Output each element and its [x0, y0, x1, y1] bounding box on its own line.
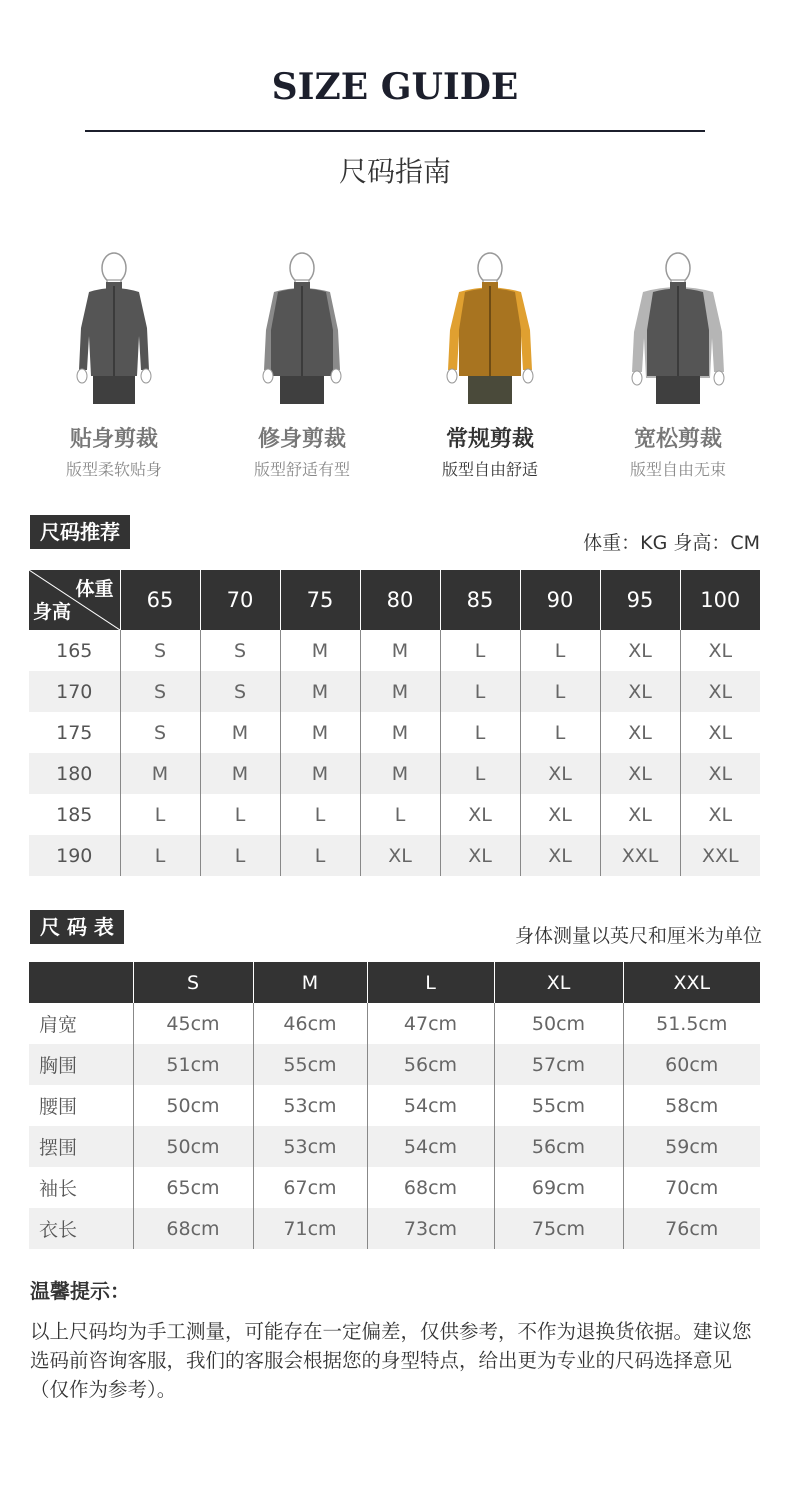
size-cell: XL — [680, 671, 760, 712]
size-header: XXL — [623, 962, 760, 1003]
measurement-label: 腰围 — [39, 1096, 78, 1118]
measurement-cell: 60cm — [623, 1044, 760, 1085]
measurement-cell: 53cm — [253, 1085, 367, 1126]
fit-description: 版型自由舒适 — [441, 460, 538, 479]
size-cell: XL — [520, 753, 600, 794]
table-row — [29, 753, 760, 794]
measurement-label: 袖长 — [39, 1178, 78, 1200]
size-measurement-table — [29, 962, 760, 1249]
size-cell: XL — [600, 630, 680, 671]
size-cell: XL — [600, 671, 680, 712]
measurement-label: 摆围 — [29, 1126, 133, 1167]
corner-height-label: 身高 — [33, 601, 72, 623]
weight-header: 100 — [680, 570, 760, 630]
weight-header: 80 — [360, 570, 440, 630]
corner-weight-label: 体重 — [75, 578, 114, 600]
measurement-cell: 73cm — [367, 1208, 494, 1249]
height-cell: 175 — [56, 721, 93, 744]
measurement-cell: 56cm — [494, 1126, 623, 1167]
size-cell: L — [520, 630, 600, 671]
size-cell: M — [200, 753, 280, 794]
measurement-cell: 45cm — [133, 1003, 253, 1044]
size-cell: XL — [360, 835, 440, 876]
fit-tailored — [208, 248, 396, 480]
size-cell: M — [360, 671, 440, 712]
table-row — [29, 1126, 760, 1167]
size-cell: S — [120, 712, 200, 753]
height-cell: 185 — [56, 803, 93, 826]
title-divider — [85, 130, 705, 132]
size-cell: L — [520, 712, 600, 753]
measurement-cell: 71cm — [253, 1208, 367, 1249]
size-cell: XL — [600, 794, 680, 835]
size-recommendation-table — [29, 570, 760, 876]
size-cell: M — [280, 712, 360, 753]
measurement-label: 胸围 — [29, 1044, 133, 1085]
size-cell: S — [120, 671, 200, 712]
section-badge-size-chart: 尺 码 表 — [30, 910, 124, 944]
weight-header: 70 — [200, 570, 280, 630]
fit-description: 版型舒适有型 — [253, 460, 350, 479]
measurement-cell: 70cm — [623, 1167, 760, 1208]
measurement-cell: 47cm — [367, 1003, 494, 1044]
size-cell: XL — [520, 794, 600, 835]
size-header: M — [253, 962, 367, 1003]
fit-loose — [584, 248, 772, 480]
measurement-cell: 58cm — [623, 1085, 760, 1126]
table-row — [29, 794, 760, 835]
table-row — [29, 712, 760, 753]
weight-header: 95 — [600, 570, 680, 630]
fit-slim — [20, 248, 208, 480]
weight-header: 90 — [520, 570, 600, 630]
table-row — [29, 671, 760, 712]
measurement-cell: 53cm — [253, 1126, 367, 1167]
fit-name: 常规剪裁 — [445, 427, 534, 452]
size-cell: L — [520, 671, 600, 712]
measurement-cell: 50cm — [494, 1003, 623, 1044]
measurement-cell: 54cm — [367, 1085, 494, 1126]
fit-types — [20, 248, 770, 488]
measurement-label: 衣长 — [29, 1208, 133, 1249]
weight-header: 75 — [280, 570, 360, 630]
size-cell: L — [200, 794, 280, 835]
size-cell: S — [200, 671, 280, 712]
height-cell: 170 — [29, 671, 120, 712]
tips-title: 温馨提示： — [30, 1279, 130, 1303]
page-title: SIZE GUIDE — [271, 66, 519, 108]
size-cell: L — [440, 671, 520, 712]
size-chart-unit-note: 身体测量以英尺和厘米为单位 — [514, 925, 762, 947]
size-cell: L — [440, 712, 520, 753]
loose-fit-jacket-figure — [623, 248, 733, 408]
size-header: L — [367, 962, 494, 1003]
tips-body: 以上尺码均为手工测量，可能存在一定偏差，仅供参考，不作为退换货依据。建议您选码前咨询客服，我们的客服会根据您的身型特点，给出更为专业的尺码选择意见（仅作为参考）。 — [30, 1320, 752, 1401]
size-cell: M — [360, 712, 440, 753]
measurement-cell: 59cm — [623, 1126, 760, 1167]
measurement-cell: 57cm — [494, 1044, 623, 1085]
fit-description: 版型柔软贴身 — [65, 460, 162, 479]
table-row — [29, 1044, 760, 1085]
size-cell: M — [280, 630, 360, 671]
slim-fit-jacket-figure — [59, 248, 169, 408]
size-cell: L — [280, 835, 360, 876]
size-cell: S — [200, 630, 280, 671]
size-cell: L — [440, 630, 520, 671]
measurement-cell: 65cm — [133, 1167, 253, 1208]
table-row — [29, 1085, 760, 1126]
measurement-cell: 50cm — [133, 1126, 253, 1167]
size-cell: L — [200, 835, 280, 876]
measurement-cell: 54cm — [367, 1126, 494, 1167]
measurement-cell: 76cm — [623, 1208, 760, 1249]
table-header-row — [29, 570, 760, 630]
size-cell: XL — [600, 712, 680, 753]
measurement-label: 肩宽 — [39, 1014, 78, 1036]
table-row — [29, 630, 760, 671]
fit-name: 宽松剪裁 — [633, 427, 722, 452]
size-header: S — [133, 962, 253, 1003]
table-row — [29, 1003, 760, 1044]
tailored-fit-jacket-figure — [247, 248, 357, 408]
measurement-cell: 67cm — [253, 1167, 367, 1208]
size-cell: XL — [680, 712, 760, 753]
table-corner-cell — [29, 570, 120, 630]
size-cell: L — [120, 835, 200, 876]
fit-description: 版型自由无束 — [629, 460, 726, 479]
fit-name: 修身剪裁 — [257, 427, 346, 452]
size-cell: M — [120, 753, 200, 794]
height-cell: 165 — [56, 639, 93, 662]
size-cell: XXL — [600, 835, 680, 876]
size-cell: XL — [680, 630, 760, 671]
size-cell: S — [120, 630, 200, 671]
size-cell: L — [360, 794, 440, 835]
table-row — [29, 1208, 760, 1249]
table-row — [29, 1167, 760, 1208]
recommend-unit-note: 体重：KG 身高：CM — [583, 532, 760, 554]
measurement-cell: 46cm — [253, 1003, 367, 1044]
height-cell: 180 — [29, 753, 120, 794]
size-cell: XL — [680, 753, 760, 794]
size-cell: XL — [680, 794, 760, 835]
size-cell: M — [360, 630, 440, 671]
measurement-cell: 68cm — [367, 1167, 494, 1208]
fit-regular — [396, 248, 584, 480]
height-cell: 190 — [29, 835, 120, 876]
measurement-cell: 51.5cm — [623, 1003, 760, 1044]
size-cell: XL — [520, 835, 600, 876]
measurement-cell: 51cm — [133, 1044, 253, 1085]
weight-header: 85 — [440, 570, 520, 630]
measurement-cell: 55cm — [253, 1044, 367, 1085]
size-cell: M — [280, 753, 360, 794]
measurement-cell: 50cm — [133, 1085, 253, 1126]
table-header-row — [29, 962, 760, 1003]
weight-header: 65 — [120, 570, 200, 630]
size-cell: L — [280, 794, 360, 835]
size-cell: L — [120, 794, 200, 835]
page-subtitle: 尺码指南 — [338, 155, 451, 188]
measurement-cell: 69cm — [494, 1167, 623, 1208]
size-cell: M — [200, 712, 280, 753]
size-cell: M — [360, 753, 440, 794]
size-cell: XL — [440, 794, 520, 835]
table-corner-cell — [29, 962, 133, 1003]
regular-fit-jacket-figure — [435, 248, 545, 408]
size-cell: XL — [600, 753, 680, 794]
measurement-cell: 75cm — [494, 1208, 623, 1249]
measurement-cell: 68cm — [133, 1208, 253, 1249]
size-header: XL — [494, 962, 623, 1003]
measurement-cell: 55cm — [494, 1085, 623, 1126]
fit-name: 贴身剪裁 — [69, 427, 158, 452]
table-row — [29, 835, 760, 876]
size-cell: XL — [440, 835, 520, 876]
measurement-cell: 56cm — [367, 1044, 494, 1085]
section-badge-recommend: 尺码推荐 — [30, 515, 130, 549]
size-cell: M — [280, 671, 360, 712]
size-cell: L — [440, 753, 520, 794]
size-cell: XXL — [680, 835, 760, 876]
